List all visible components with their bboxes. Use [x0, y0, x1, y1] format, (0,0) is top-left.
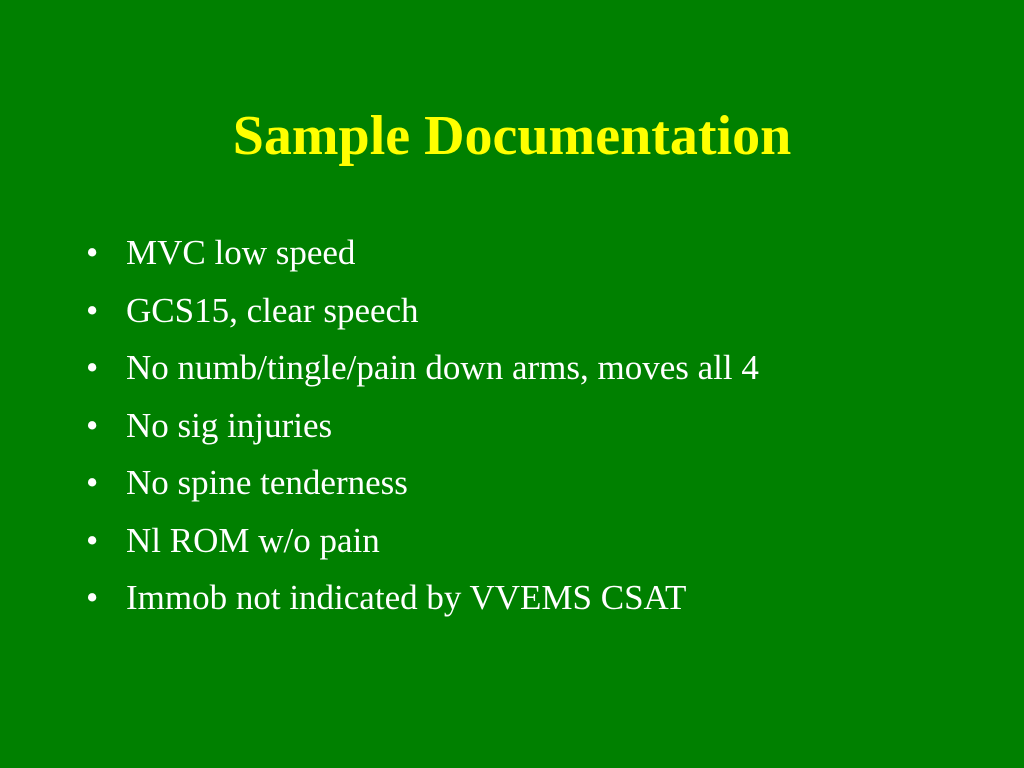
bullet-text: No numb/tingle/pain down arms, moves all 4	[126, 348, 759, 387]
bullet-icon: •	[86, 290, 99, 330]
bullet-list	[86, 224, 986, 627]
slide-title: Sample Documentation	[232, 105, 792, 167]
bullet-text: No spine tenderness	[126, 463, 408, 502]
bullet-item	[86, 569, 986, 627]
bullet-text: Immob not indicated by VVEMS CSAT	[126, 578, 687, 617]
bullet-text: Nl ROM w/o pain	[126, 520, 380, 560]
bullet-text: No sig injuries	[126, 405, 333, 445]
bullet-item	[86, 512, 986, 570]
bullet-icon: •	[86, 463, 99, 502]
bullet-item	[86, 339, 986, 397]
bullet-item	[86, 397, 986, 455]
bullet-icon: •	[86, 405, 99, 445]
bullet-icon: •	[86, 520, 99, 560]
bullet-icon: •	[86, 233, 99, 272]
bullet-item	[86, 224, 986, 282]
bullet-icon: •	[86, 348, 99, 387]
bullet-item	[86, 454, 986, 512]
bullet-text: MVC low speed	[126, 233, 356, 272]
bullet-text: GCS15, clear speech	[126, 290, 419, 330]
bullet-item	[86, 282, 986, 340]
bullet-icon: •	[86, 578, 99, 617]
